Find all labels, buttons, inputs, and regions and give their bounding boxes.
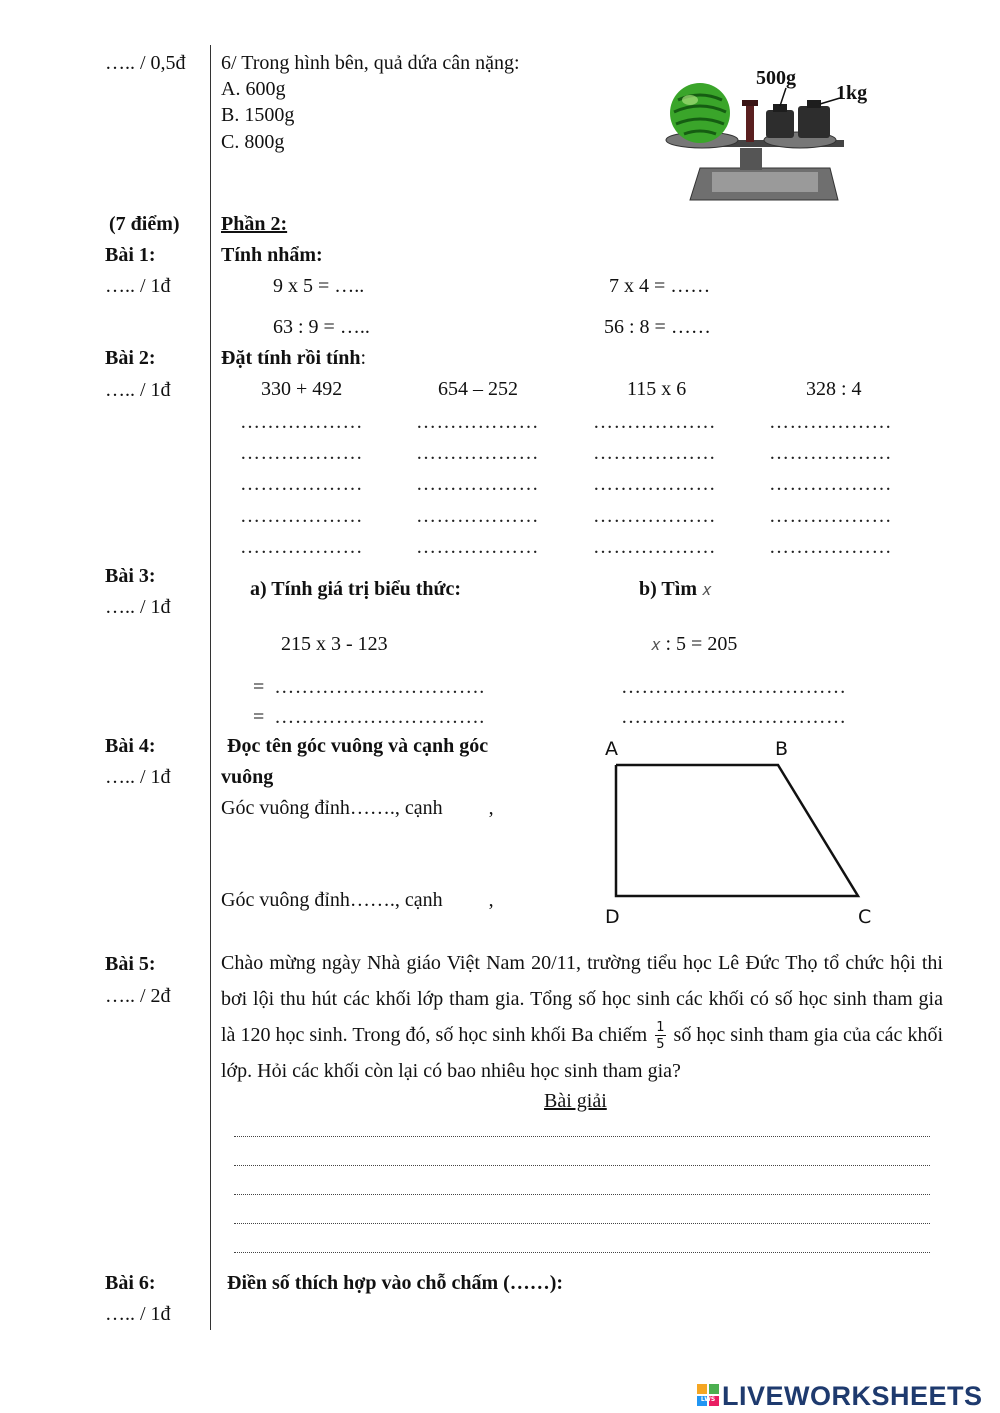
bai5-solution-title: Bài giải [544, 1090, 607, 1112]
bai2-answer-dots[interactable]: ……………… [593, 442, 716, 464]
bai5-answer-line-3[interactable] [234, 1194, 930, 1195]
bai3-score[interactable]: ….. / 1đ [105, 596, 171, 618]
bai3-a-title: a) Tính giá trị biểu thức: [250, 578, 462, 600]
bai1-item-2[interactable]: 7 x 4 = …… [609, 275, 711, 297]
bai3-b-step-1[interactable]: …………………………… [621, 676, 847, 698]
fraction-one-fifth: $\frac{1}{5}$ [656, 1020, 665, 1053]
bai2-answer-dots[interactable]: ……………… [593, 505, 716, 527]
vertex-c-label: C [858, 906, 872, 928]
bai2-item-3: 115 x 6 [627, 378, 687, 400]
bai4-answer-2[interactable]: Góc vuông đỉnh……., cạnh , [221, 889, 494, 911]
bai3-expr-a: 215 x 3 - 123 [281, 633, 388, 655]
column-divider [210, 45, 211, 1330]
bai1-title: Tính nhẩm: [221, 244, 323, 266]
bai5-score[interactable]: ….. / 2đ [105, 985, 171, 1007]
bai2-answer-dots[interactable]: ……………… [240, 411, 363, 433]
q6-option-a[interactable]: A. 600g [221, 78, 286, 100]
bai3-a-step-2[interactable]: = …………………………. [253, 706, 485, 728]
bai5-answer-line-1[interactable] [234, 1136, 930, 1137]
bai2-answer-dots[interactable]: ……………… [416, 536, 539, 558]
quadrilateral-abcd-figure [598, 736, 888, 931]
bai2-label: Bài 2: [105, 347, 156, 369]
bai4-title-line1: Đọc tên góc vuông và cạnh góc [227, 735, 489, 757]
bai3-expr-b: 𝑥 : 5 = 205 [651, 633, 738, 655]
bai2-answer-dots[interactable]: ……………… [769, 505, 892, 527]
bai1-score[interactable]: ….. / 1đ [105, 275, 171, 297]
bai2-answer-dots[interactable]: ……………… [769, 442, 892, 464]
bai2-item-4: 328 : 4 [806, 378, 862, 400]
q6-option-c[interactable]: C. 800g [221, 131, 285, 153]
bai2-answer-dots[interactable]: ……………… [240, 473, 363, 495]
weight-1kg-icon [798, 106, 830, 138]
bai2-answer-dots[interactable]: ……………… [593, 411, 716, 433]
weight-1kg-label: 1kg [836, 82, 868, 104]
bai4-score[interactable]: ….. / 1đ [105, 766, 171, 788]
bai2-item-1: 330 + 492 [261, 378, 343, 400]
part2-points: (7 điểm) [109, 213, 180, 235]
bai5-answer-line-2[interactable] [234, 1165, 930, 1166]
bai1-item-4[interactable]: 56 : 8 = …… [604, 316, 711, 338]
bai1-label: Bài 1: [105, 244, 156, 266]
bai5-answer-line-5[interactable] [234, 1252, 930, 1253]
bai2-answer-dots[interactable]: ……………… [240, 536, 363, 558]
bai4-answer-1[interactable]: Góc vuông đỉnh……., cạnh , [221, 797, 494, 819]
bai4-title-line2: vuông [221, 766, 274, 788]
bai5-problem-text: Chào mừng ngày Nhà giáo Việt Nam 20/11, trường tiểu học Lê Đức Thọ tổ chức hội thi bơi lội thu hút các khối lớp tham gia. Tổng số học sinh các khối có số học sinh tham gia là 120 học sinh. Trong đó, số học sinh khối Ba chiếm $\frac{1}{5}$ số học sinh tham gia của các khối lớp. Hỏi các khối còn lại có bao nhiêu học sinh tham gia? [221, 952, 943, 1082]
bai2-answer-dots[interactable]: ……………… [240, 442, 363, 464]
bai5-answer-line-4[interactable] [234, 1223, 930, 1224]
part2-title: Phần 2: [221, 213, 288, 235]
bai2-answer-dots[interactable]: ……………… [769, 473, 892, 495]
q6-option-b[interactable]: B. 1500g [221, 104, 295, 126]
bai2-answer-dots[interactable]: ……………… [416, 442, 539, 464]
bai2-answer-dots[interactable]: ……………… [240, 505, 363, 527]
bai2-answer-dots[interactable]: ……………… [769, 411, 892, 433]
bai3-label: Bài 3: [105, 565, 156, 587]
vertex-a-label: A [605, 738, 618, 760]
bai1-item-1[interactable]: 9 x 5 = ….. [273, 275, 365, 297]
bai6-score[interactable]: ….. / 1đ [105, 1303, 171, 1325]
bai2-answer-dots[interactable]: ……………… [593, 473, 716, 495]
q6-question: 6/ Trong hình bên, quả dứa cân nặng: [221, 52, 520, 74]
weight-500g-icon [766, 110, 794, 138]
vertex-d-label: D [605, 906, 620, 928]
q6-score[interactable]: ….. / 0,5đ [105, 52, 186, 74]
bai2-answer-dots[interactable]: ……………… [416, 473, 539, 495]
liveworksheets-logo-text[interactable]: LIVEWORKSHEETS [722, 1381, 983, 1411]
bai3-a-step-1[interactable]: = …………………………. [253, 676, 485, 698]
bai6-title: Điền số thích hợp vào chỗ chấm (……): [227, 1272, 564, 1294]
vertex-b-label: B [775, 738, 789, 760]
bai2-answer-dots[interactable]: ……………… [416, 505, 539, 527]
bai2-answer-dots[interactable]: ……………… [769, 536, 892, 558]
bai3-b-step-2[interactable]: …………………………… [621, 706, 847, 728]
bai4-label: Bài 4: [105, 735, 156, 757]
bai2-answer-dots[interactable]: ……………… [593, 536, 716, 558]
bai5-label: Bài 5: [105, 953, 156, 975]
bai3-b-title: b) Tìm 𝑥 [639, 578, 712, 600]
bai2-answer-dots[interactable]: ……………… [416, 411, 539, 433]
bai2-item-2: 654 – 252 [438, 378, 518, 400]
bai2-title: Đặt tính rồi tính: [221, 347, 367, 369]
watermelon-icon [670, 83, 730, 143]
svg-text:LWS: LWS [700, 1396, 716, 1403]
bai6-label: Bài 6: [105, 1272, 156, 1294]
liveworksheets-logo-icon [697, 1384, 719, 1406]
balance-scale-image [660, 60, 885, 210]
bai1-item-3[interactable]: 63 : 9 = ….. [273, 316, 370, 338]
bai2-score[interactable]: ….. / 1đ [105, 379, 171, 401]
weight-500g-label: 500g [756, 67, 796, 89]
